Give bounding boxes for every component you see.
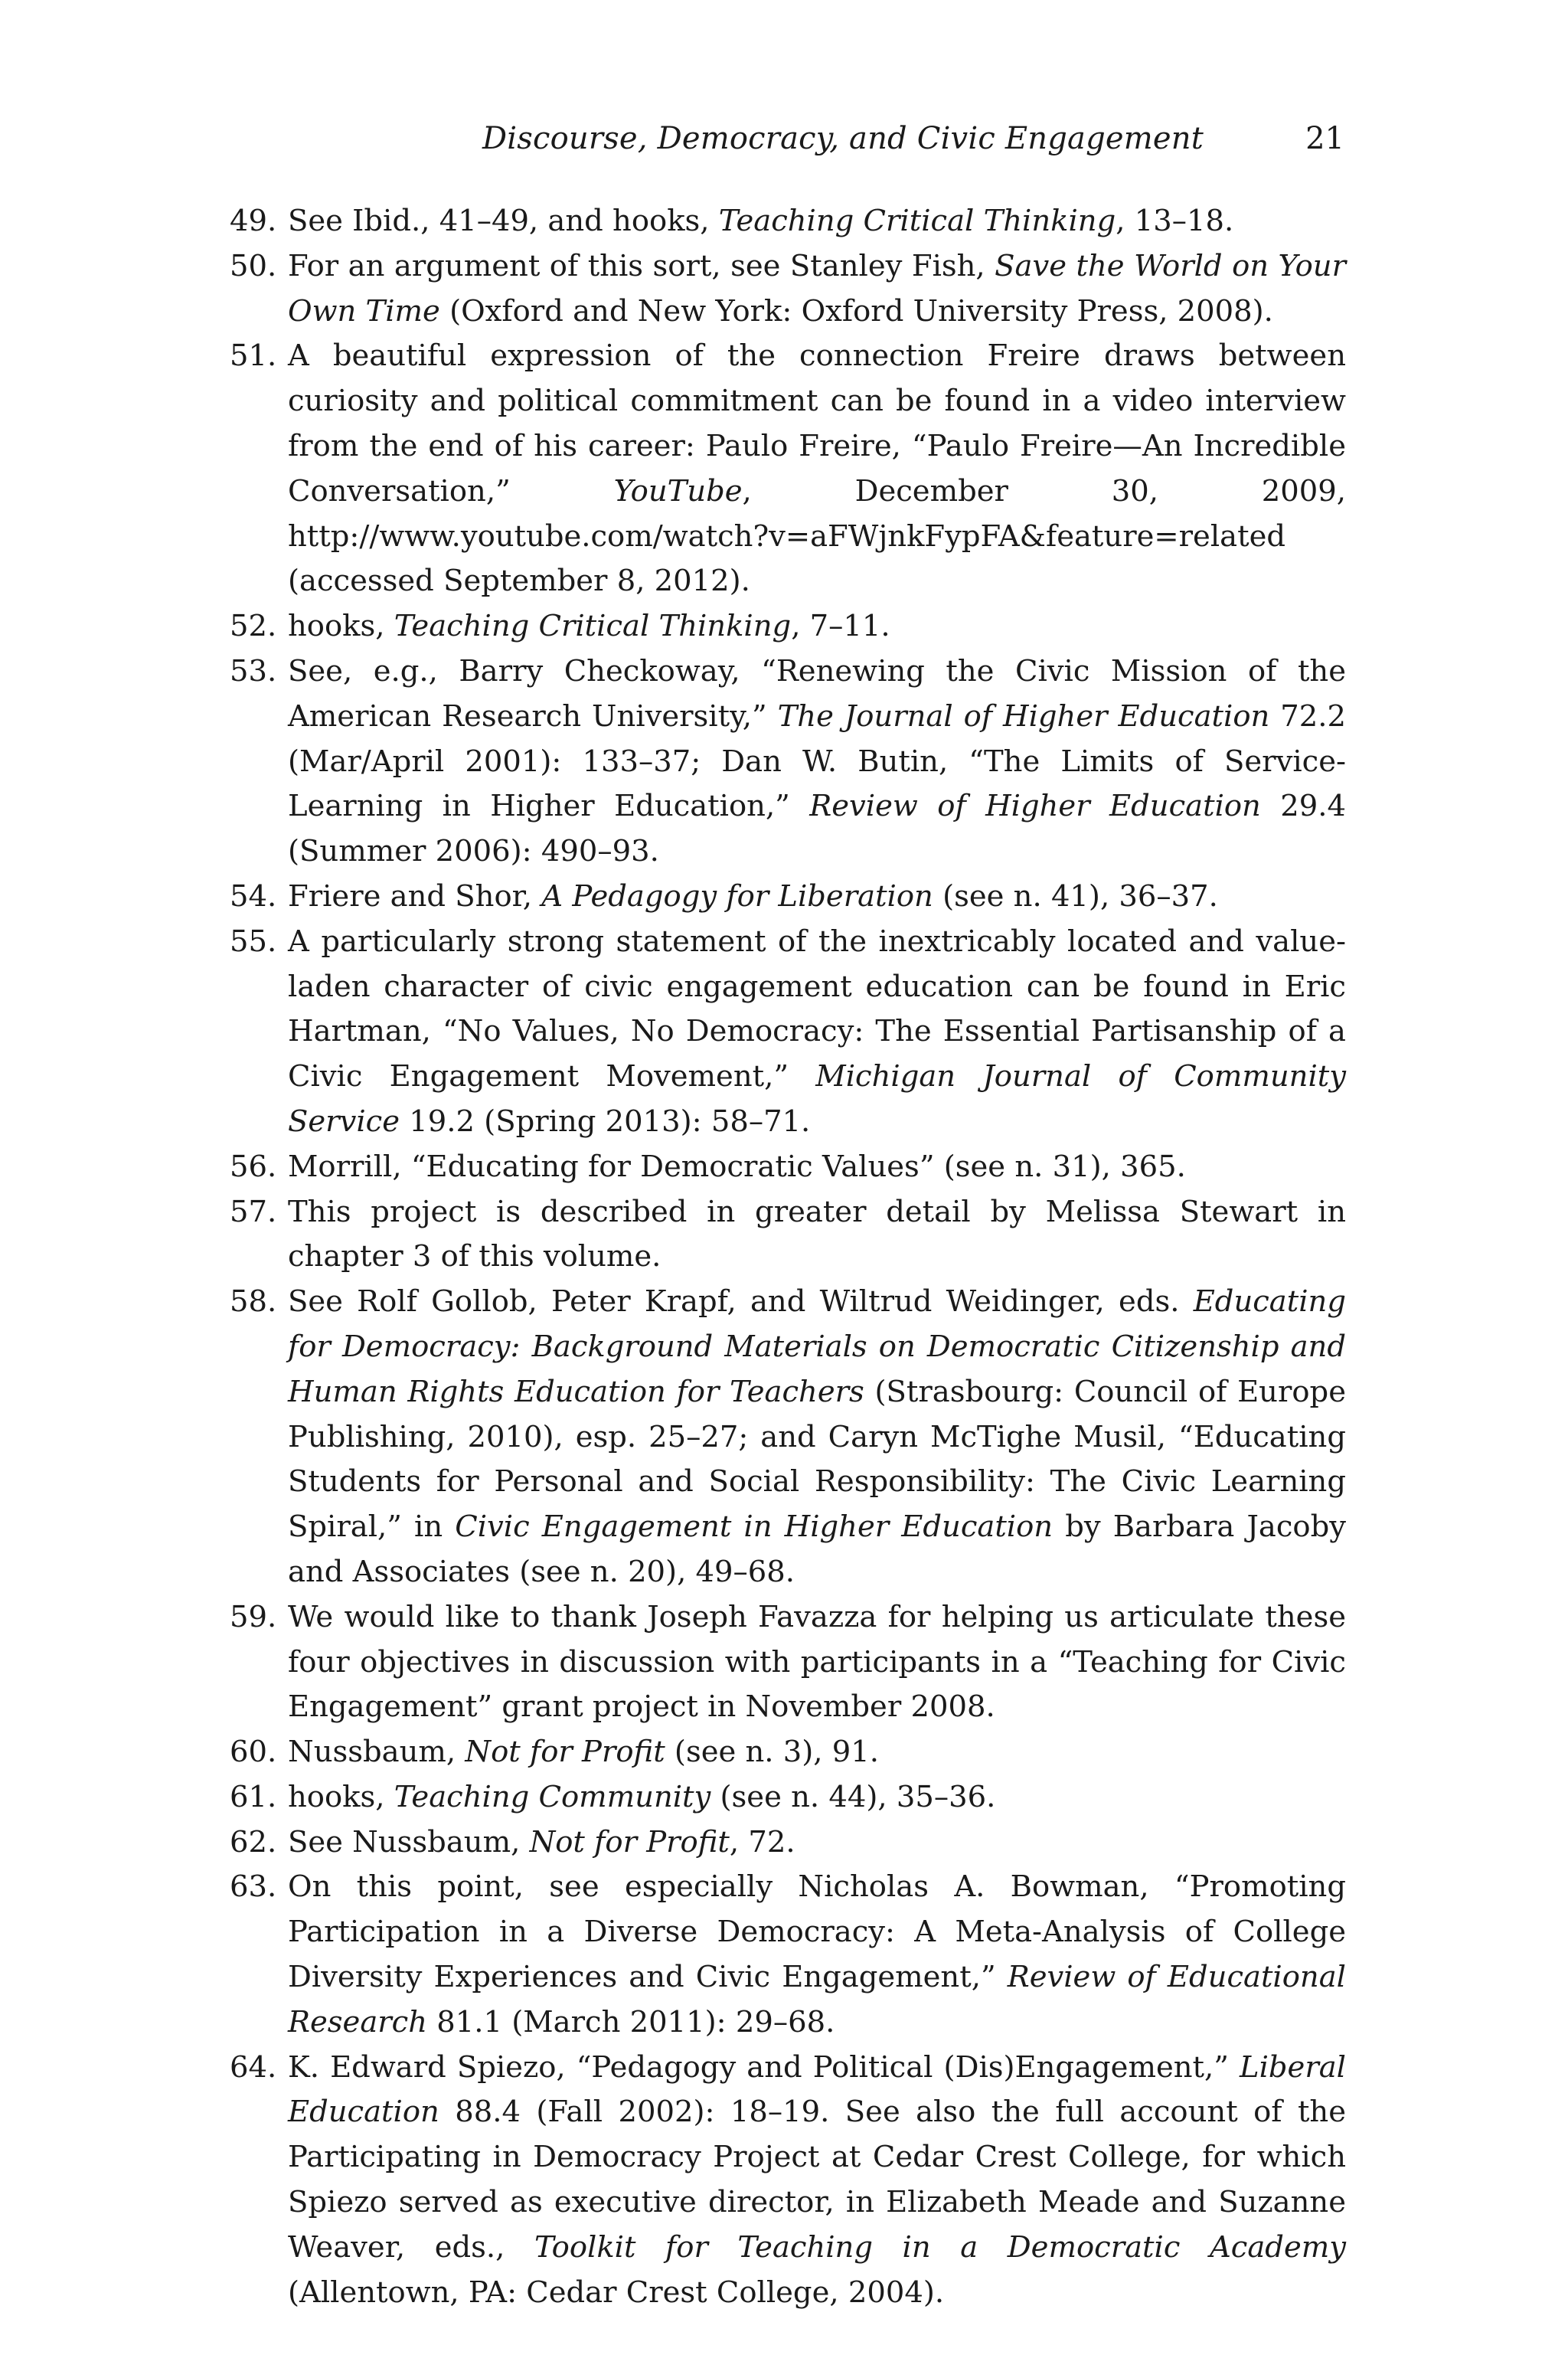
- endnote-item: [230, 1730, 1346, 1775]
- endnote-text-segment: See Nussbaum,: [288, 1824, 530, 1859]
- endnote-text-segment: (see n. 41), 36–37.: [933, 878, 1218, 914]
- endnote-text-segment: Friere and Shor,: [288, 878, 542, 914]
- endnote-number: 51.: [230, 339, 277, 374]
- endnote-number: 54.: [230, 878, 277, 914]
- endnote-item: [230, 875, 1346, 920]
- endnote-italic-title: Review of Educational Research: [288, 1960, 1346, 2039]
- endnote-text: [288, 1825, 795, 1859]
- endnote-text: [288, 1195, 1346, 1274]
- endnote-italic-title: Educating for Democracy: Background Materials on Democratic Citizenship and Human Rights Education for Teachers: [288, 1284, 1346, 1409]
- endnote-text-segment: 19.2 (Spring 2013): 58–71.: [399, 1104, 811, 1139]
- endnote-text: [288, 339, 1346, 598]
- endnote-text: [288, 1284, 1346, 1589]
- endnote-italic-title: Teaching Critical Thinking: [718, 204, 1116, 238]
- endnote-item: [230, 1145, 1346, 1190]
- endnote-text-segment: A beautiful expression of the connection Freire draws between curiosity and political commitment can be found in a video interview from the end of his career: Paulo Freire, “Paulo Freire—An Incredible Conversation,”: [288, 339, 1346, 509]
- endnote-text-segment: (Allentown, PA: Cedar Crest College, 2004).: [288, 2275, 945, 2310]
- endnote-italic-title: Teaching Community: [394, 1779, 711, 1814]
- endnote-text-segment: 72.2 (Mar/April 2001): 133–37; Dan W. Butin, “The Limits of Service-Learning in Higher Education,”: [288, 698, 1346, 824]
- endnote-text-segment: A particularly strong statement of the inextricably located and value-laden character of civic engagement education can be found in Eric Hartman, “No Values, No Democracy: The Essential Partisanship of a Civic Engagement Movement,”: [288, 924, 1346, 1094]
- endnote-text: [288, 1150, 1186, 1184]
- endnote-number: 61.: [230, 1779, 277, 1814]
- endnote-text-segment: 29.4 (Summer 2006): 490–93.: [288, 789, 1346, 869]
- endnote-number: 57.: [230, 1194, 277, 1229]
- endnote-item: [230, 1820, 1346, 1866]
- endnote-text-segment: K. Edward Spiezo, “Pedagogy and Political (Dis)Engagement,”: [288, 2049, 1240, 2085]
- endnote-text-segment: 88.4 (Fall 2002): 18–19. See also the full account of the Participating in Democracy Project at Cedar Crest College, for which Spiezo served as executive director, in Elizabeth Meade and Suzanne Weaver, eds.,: [288, 2095, 1346, 2265]
- endnote-text-segment: , 72.: [729, 1824, 795, 1859]
- endnote-text-segment: See, e.g., Barry Checkoway, “Renewing the Civic Mission of the American Research University,”: [288, 653, 1346, 734]
- endnote-text-segment: , 13–18.: [1116, 204, 1234, 238]
- endnote-italic-title: Toolkit for Teaching in a Democratic Academy: [534, 2229, 1346, 2265]
- endnote-italic-title: Liberal Education: [288, 2049, 1346, 2130]
- endnote-item: [230, 244, 1346, 335]
- endnote-italic-title: Save the World on Your Own Time: [288, 248, 1346, 329]
- endnote-text: [288, 654, 1346, 868]
- endnote-text: [288, 204, 1233, 238]
- endnote-item: [230, 1775, 1346, 1820]
- endnote-number: 63.: [230, 1869, 277, 1905]
- running-head: [0, 121, 1568, 167]
- endnotes-list: [230, 199, 1346, 2315]
- endnote-text: [288, 1869, 1346, 2039]
- endnote-item: [230, 1595, 1346, 1730]
- endnote-text: [288, 879, 1218, 914]
- endnote-text-segment: On this point, see especially Nicholas A. Bowman, “Promoting Participation in a Diverse Democracy: A Meta-Analysis of College Diversity Experiences and Civic Engagement,”: [288, 1869, 1346, 1995]
- endnote-text-segment: 81.1 (March 2011): 29–68.: [427, 2004, 835, 2039]
- endnote-text-segment: (Oxford and New York: Oxford University Press, 2008).: [439, 293, 1273, 329]
- endnote-text-segment: We would like to thank Joseph Favazza for helping us articulate these four objectives in discussion with participants in a “Teaching for Civic Engagement” grant project in November 2008.: [288, 1599, 1346, 1725]
- endnote-text: [288, 249, 1346, 329]
- endnote-number: 62.: [230, 1824, 277, 1859]
- endnote-italic-title: Not for Profit: [529, 1824, 730, 1859]
- endnote-italic-title: Teaching Critical Thinking: [394, 609, 792, 644]
- endnote-number: 52.: [230, 609, 277, 644]
- endnote-text: [288, 924, 1346, 1139]
- endnote-text: [288, 2050, 1346, 2310]
- endnote-number: 53.: [230, 653, 277, 688]
- endnote-item: [230, 649, 1346, 875]
- endnote-number: 60.: [230, 1735, 277, 1770]
- endnote-number: 55.: [230, 924, 277, 959]
- endnote-text-segment: Nussbaum,: [288, 1735, 466, 1770]
- endnote-text: [288, 1600, 1346, 1725]
- endnote-italic-title: YouTube: [613, 473, 743, 509]
- endnote-number: 50.: [230, 248, 277, 283]
- endnote-text-segment: by Barbara Jacoby and Associates (see n. 20), 49–68.: [288, 1509, 1346, 1589]
- endnote-text: [288, 1735, 879, 1769]
- page-number: 21: [1305, 121, 1344, 156]
- endnote-item: [230, 199, 1346, 244]
- endnote-number: 59.: [230, 1599, 277, 1634]
- endnote-item: [230, 920, 1346, 1145]
- endnote-item: [230, 2046, 1346, 2316]
- endnote-item: [230, 1280, 1346, 1595]
- endnote-text-segment: , December 30, 2009, http://www.youtube.com/watch?v=aFWjnkFypFA&feature=related (accessed September 8, 2012).: [288, 473, 1346, 599]
- endnote-italic-title: Review of Higher Education: [809, 789, 1261, 824]
- endnote-text-segment: For an argument of this sort, see Stanley Fish,: [288, 248, 995, 283]
- endnote-text: [288, 609, 890, 643]
- endnote-text-segment: This project is described in greater detail by Melissa Stewart in chapter 3 of this volume.: [288, 1194, 1346, 1274]
- endnote-item: [230, 1190, 1346, 1280]
- endnote-item: [230, 1865, 1346, 2045]
- endnote-item: [230, 334, 1346, 604]
- endnote-text-segment: Morrill, “Educating for Democratic Values” (see n. 31), 365.: [288, 1149, 1186, 1184]
- endnote-item: [230, 604, 1346, 649]
- endnote-italic-title: A Pedagogy for Liberation: [541, 878, 933, 914]
- endnote-text-segment: hooks,: [288, 1779, 394, 1814]
- endnote-text-segment: See Rolf Gollob, Peter Krapf, and Wiltrud Weidinger, eds.: [288, 1284, 1194, 1320]
- endnote-italic-title: Michigan Journal of Community Service: [288, 1059, 1346, 1139]
- endnote-text-segment: (Strasbourg: Council of Europe Publishing, 2010), esp. 25–27; and Caryn McTighe Musil, “Educating Students for Personal and Social Responsibility: The Civic Learning Spiral,” in: [288, 1374, 1346, 1545]
- endnote-italic-title: Not for Profit: [465, 1735, 665, 1770]
- endnote-italic-title: Civic Engagement in Higher Education: [455, 1509, 1054, 1545]
- running-title: Discourse, Democracy, and Civic Engagement: [482, 121, 1204, 156]
- endnote-italic-title: The Journal of Higher Education: [777, 698, 1270, 734]
- endnote-text-segment: (see n. 44), 35–36.: [710, 1779, 996, 1814]
- endnote-number: 49.: [230, 204, 277, 238]
- endnote-number: 64.: [230, 2049, 277, 2085]
- endnote-text: [288, 1780, 995, 1814]
- endnote-number: 56.: [230, 1149, 277, 1184]
- endnote-text-segment: See Ibid., 41–49, and hooks,: [288, 204, 719, 238]
- endnote-number: 58.: [230, 1284, 277, 1320]
- endnote-text-segment: hooks,: [288, 609, 394, 644]
- endnote-text-segment: , 7–11.: [791, 609, 890, 644]
- endnote-text-segment: (see n. 3), 91.: [665, 1735, 880, 1770]
